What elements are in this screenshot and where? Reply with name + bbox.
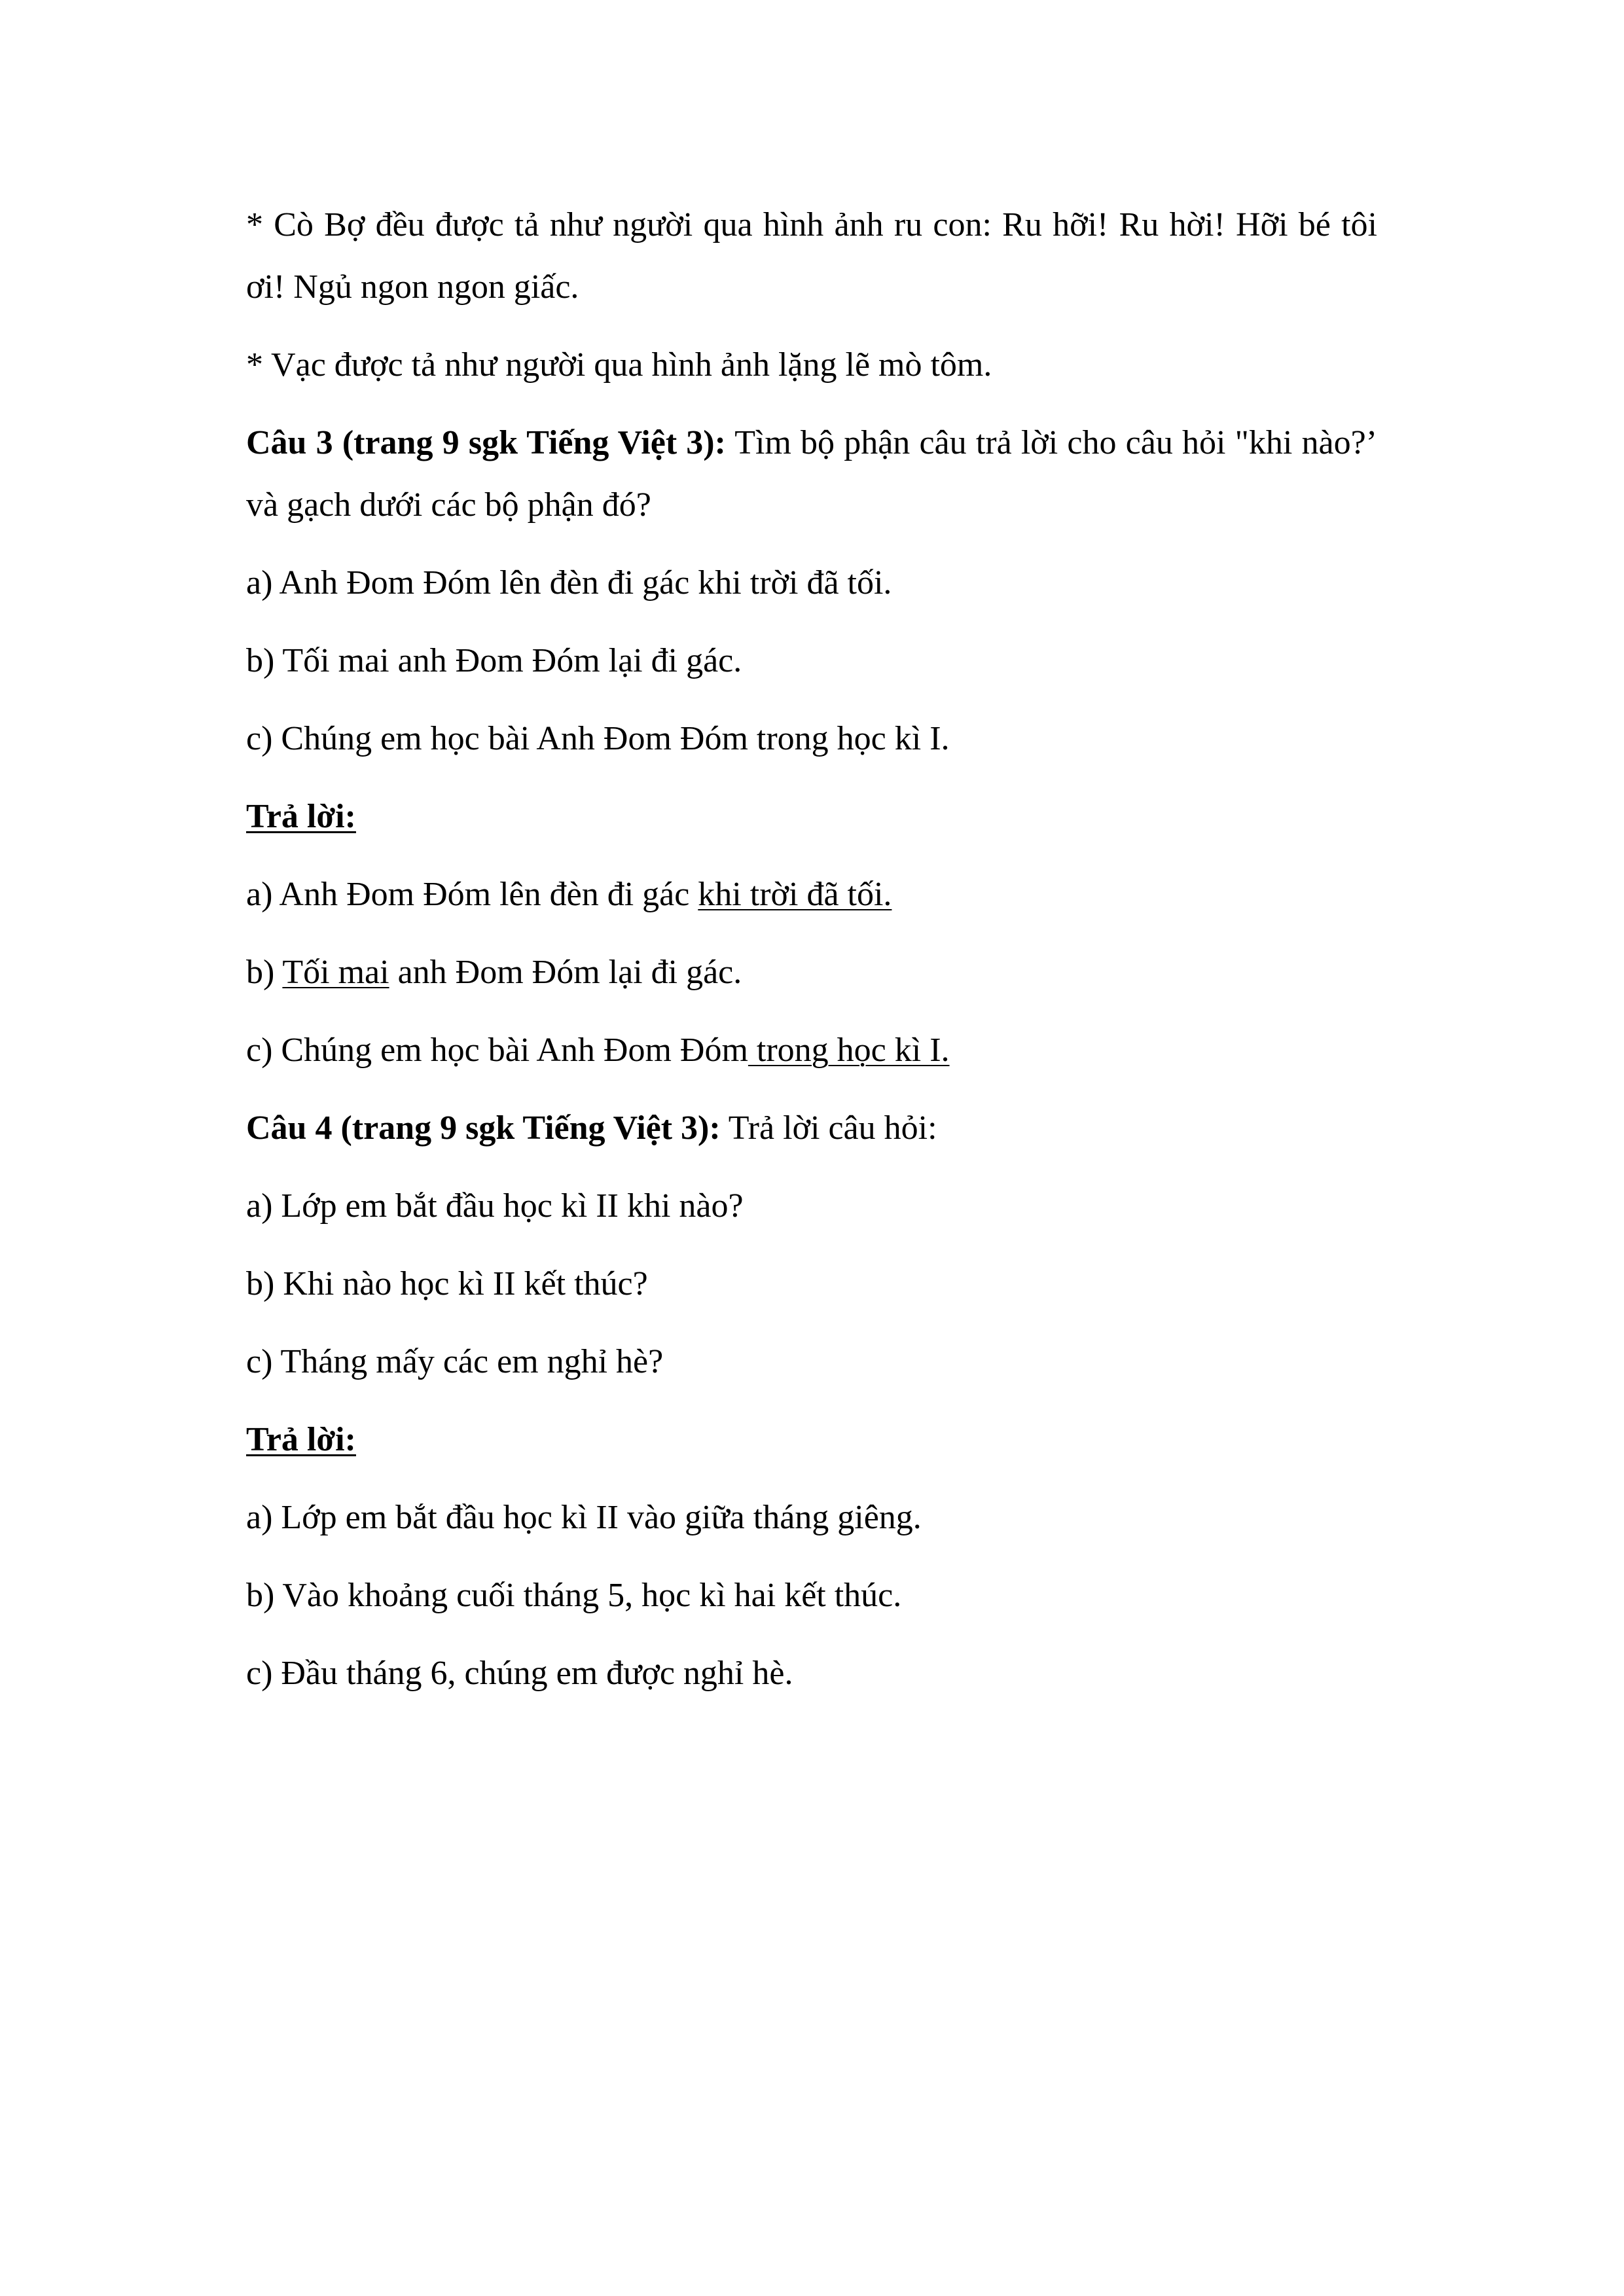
question-4 [246,1097,1377,1159]
question-3-label: Câu 3 (trang 9 sgk Tiếng Việt 3): [246,424,726,461]
question-4-label: Câu 4 (trang 9 sgk Tiếng Việt 3): [246,1109,721,1147]
answer-3-a-underlined: khi trời đã tối. [698,876,892,913]
answer-3-b-post: anh Đom Đóm lại đi gác. [389,954,742,991]
question-3-item-b: b) Tối mai anh Đom Đóm lại đi gác. [246,642,742,679]
document-page [246,194,1377,1720]
answer-3-b [246,941,1377,1003]
answer-4-b: b) Vào khoảng cuối tháng 5, học kì hai kết thúc. [246,1577,902,1614]
answer-heading-3 [246,785,1377,848]
question-3-item-c: c) Chúng em học bài Anh Đom Đóm trong học kì I. [246,720,950,757]
answer-4-a: a) Lớp em bắt đầu học kì II vào giữa tháng giêng. [246,1499,922,1536]
answer-3-c-underlined: trong học kì I. [748,1031,950,1069]
answer-3-a-pre: a) Anh Đom Đóm lên đèn đi gác [246,876,698,913]
answer-3-c [246,1019,1377,1081]
answer-heading-4 [246,1408,1377,1471]
intro-paragraph-vac: * Vạc được tả như người qua hình ảnh lặng lẽ mò tôm. [246,346,992,384]
question-3-text: Tìm bộ phận câu trả lời cho câu hỏi "khi nào?’ và gạch dưới các bộ phận đó? [246,424,1377,524]
answer-3-b-pre: b) [246,954,283,991]
intro-paragraph-co-bo: * Cò Bợ đều được tả như người qua hình ảnh ru con: Ru hỡi! Ru hời! Hỡi bé tôi ơi! Ngủ ngon ngon giấc. [246,206,1377,306]
answer-3-b-underlined: Tối mai [282,954,389,991]
answer-heading-4-text: Trả lời: [246,1421,356,1458]
question-3 [246,412,1377,536]
answer-3-a [246,863,1377,925]
answer-4-c: c) Đầu tháng 6, chúng em được nghỉ hè. [246,1655,793,1692]
question-4-text: Trả lời câu hỏi: [720,1109,937,1147]
answer-heading-3-text: Trả lời: [246,798,356,835]
question-4-item-a: a) Lớp em bắt đầu học kì II khi nào? [246,1187,744,1225]
question-4-item-c: c) Tháng mấy các em nghỉ hè? [246,1343,664,1380]
answer-3-c-pre: c) Chúng em học bài Anh Đom Đóm [246,1031,748,1069]
question-4-item-b: b) Khi nào học kì II kết thúc? [246,1265,648,1302]
question-3-item-a: a) Anh Đom Đóm lên đèn đi gác khi trời đã tối. [246,564,892,601]
